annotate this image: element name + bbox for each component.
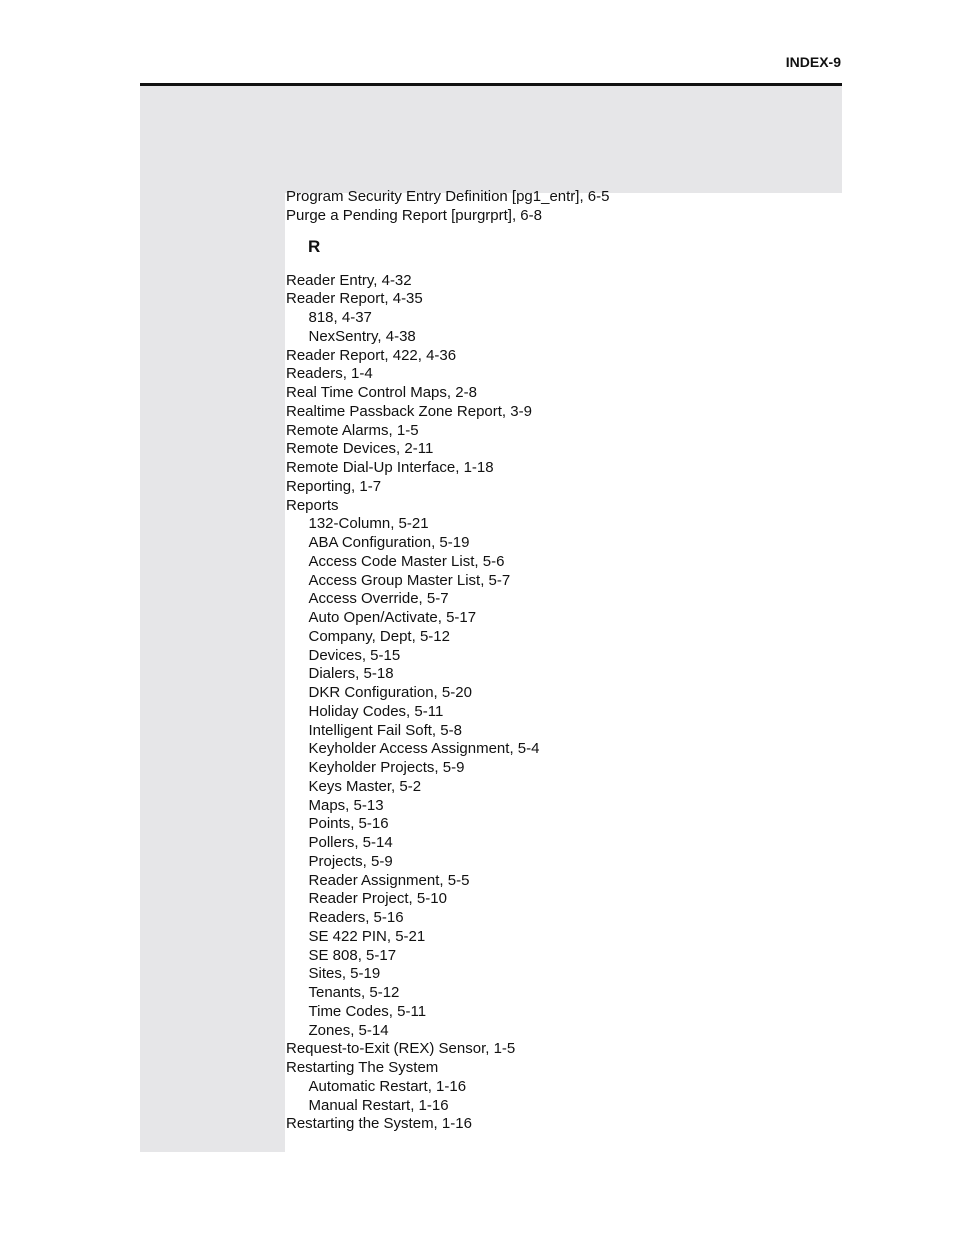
index-subentry: Time Codes, 5-11 bbox=[308, 1002, 427, 1020]
shaded-margin-left bbox=[140, 193, 285, 1152]
index-subentry: Readers, 5-16 bbox=[308, 909, 404, 926]
index-entry: Reporting, 1-7 bbox=[286, 477, 382, 495]
index-subentry: Reader Project, 5-10 bbox=[308, 890, 447, 908]
index-entries-previous bbox=[286, 188, 806, 226]
index-entry: Reader Report, 422, 4-36 bbox=[286, 346, 457, 364]
index-subentry: Maps, 5-13 bbox=[308, 796, 384, 814]
index-subentry: Access Group Master List, 5-7 bbox=[308, 571, 511, 589]
index-subentry: Auto Open/Activate, 5-17 bbox=[308, 609, 477, 626]
index-column bbox=[286, 188, 806, 1134]
page-label: INDEX-9 bbox=[785, 54, 841, 70]
section-letter: R bbox=[308, 236, 321, 256]
shaded-band-top bbox=[140, 86, 842, 193]
index-subentry: Tenants, 5-12 bbox=[308, 984, 400, 1001]
index-subentry: 132-Column, 5-21 bbox=[308, 515, 429, 533]
index-subentry: Sites, 5-19 bbox=[308, 965, 381, 983]
index-entry: Realtime Passback Zone Report, 3-9 bbox=[286, 402, 532, 420]
index-subentry: Access Override, 5-7 bbox=[308, 590, 449, 608]
index-entries-r bbox=[286, 272, 806, 1135]
index-entry: Restarting the System, 1-16 bbox=[286, 1115, 472, 1133]
index-subentry: Projects, 5-9 bbox=[308, 852, 393, 870]
index-subentry: Keyholder Projects, 5-9 bbox=[308, 759, 465, 776]
index-entry: Real Time Control Maps, 2-8 bbox=[286, 384, 477, 401]
index-subentry: Access Code Master List, 5-6 bbox=[308, 552, 505, 570]
index-subentry: ABA Configuration, 5-19 bbox=[308, 534, 470, 551]
index-entry: Remote Alarms, 1-5 bbox=[286, 421, 419, 439]
index-subentry: Keys Master, 5-2 bbox=[308, 777, 422, 795]
index-subentry: Manual Restart, 1-16 bbox=[308, 1096, 449, 1114]
index-subentry: Automatic Restart, 1-16 bbox=[308, 1077, 467, 1095]
index-subentry: DKR Configuration, 5-20 bbox=[308, 684, 472, 701]
index-subentry: Pollers, 5-14 bbox=[308, 834, 393, 851]
index-subentry: Zones, 5-14 bbox=[308, 1021, 389, 1039]
index-entry: Program Security Entry Definition [pg1_entr], 6-5 bbox=[286, 188, 610, 205]
index-subentry: Dialers, 5-18 bbox=[308, 665, 394, 683]
index-entry: Readers, 1-4 bbox=[286, 365, 373, 383]
index-subentry: Company, Dept, 5-12 bbox=[308, 627, 450, 645]
index-entry: Reader Entry, 4-32 bbox=[286, 271, 412, 289]
index-entry: Restarting The System bbox=[286, 1059, 439, 1076]
index-subentry: Keyholder Access Assignment, 5-4 bbox=[308, 740, 540, 758]
index-subentry: SE 422 PIN, 5-21 bbox=[308, 927, 426, 945]
index-subentry: Points, 5-16 bbox=[308, 815, 389, 833]
index-subentry: Holiday Codes, 5-11 bbox=[308, 702, 444, 720]
index-entry: Remote Dial-Up Interface, 1-18 bbox=[286, 459, 494, 476]
index-subentry: Reader Assignment, 5-5 bbox=[308, 871, 470, 889]
index-subentry: SE 808, 5-17 bbox=[308, 946, 397, 964]
index-subentry: NexSentry, 4-38 bbox=[308, 327, 416, 345]
index-entry: Reports bbox=[286, 496, 339, 514]
index-entry: Reader Report, 4-35 bbox=[286, 290, 423, 308]
index-entry: Purge a Pending Report [purgrprt], 6-8 bbox=[286, 206, 542, 224]
index-subentry: 818, 4-37 bbox=[308, 309, 372, 326]
index-entry: Request-to-Exit (REX) Sensor, 1-5 bbox=[286, 1040, 516, 1058]
index-entry: Remote Devices, 2-11 bbox=[286, 440, 434, 458]
index-subentry: Devices, 5-15 bbox=[308, 646, 401, 664]
index-subentry: Intelligent Fail Soft, 5-8 bbox=[308, 721, 462, 739]
